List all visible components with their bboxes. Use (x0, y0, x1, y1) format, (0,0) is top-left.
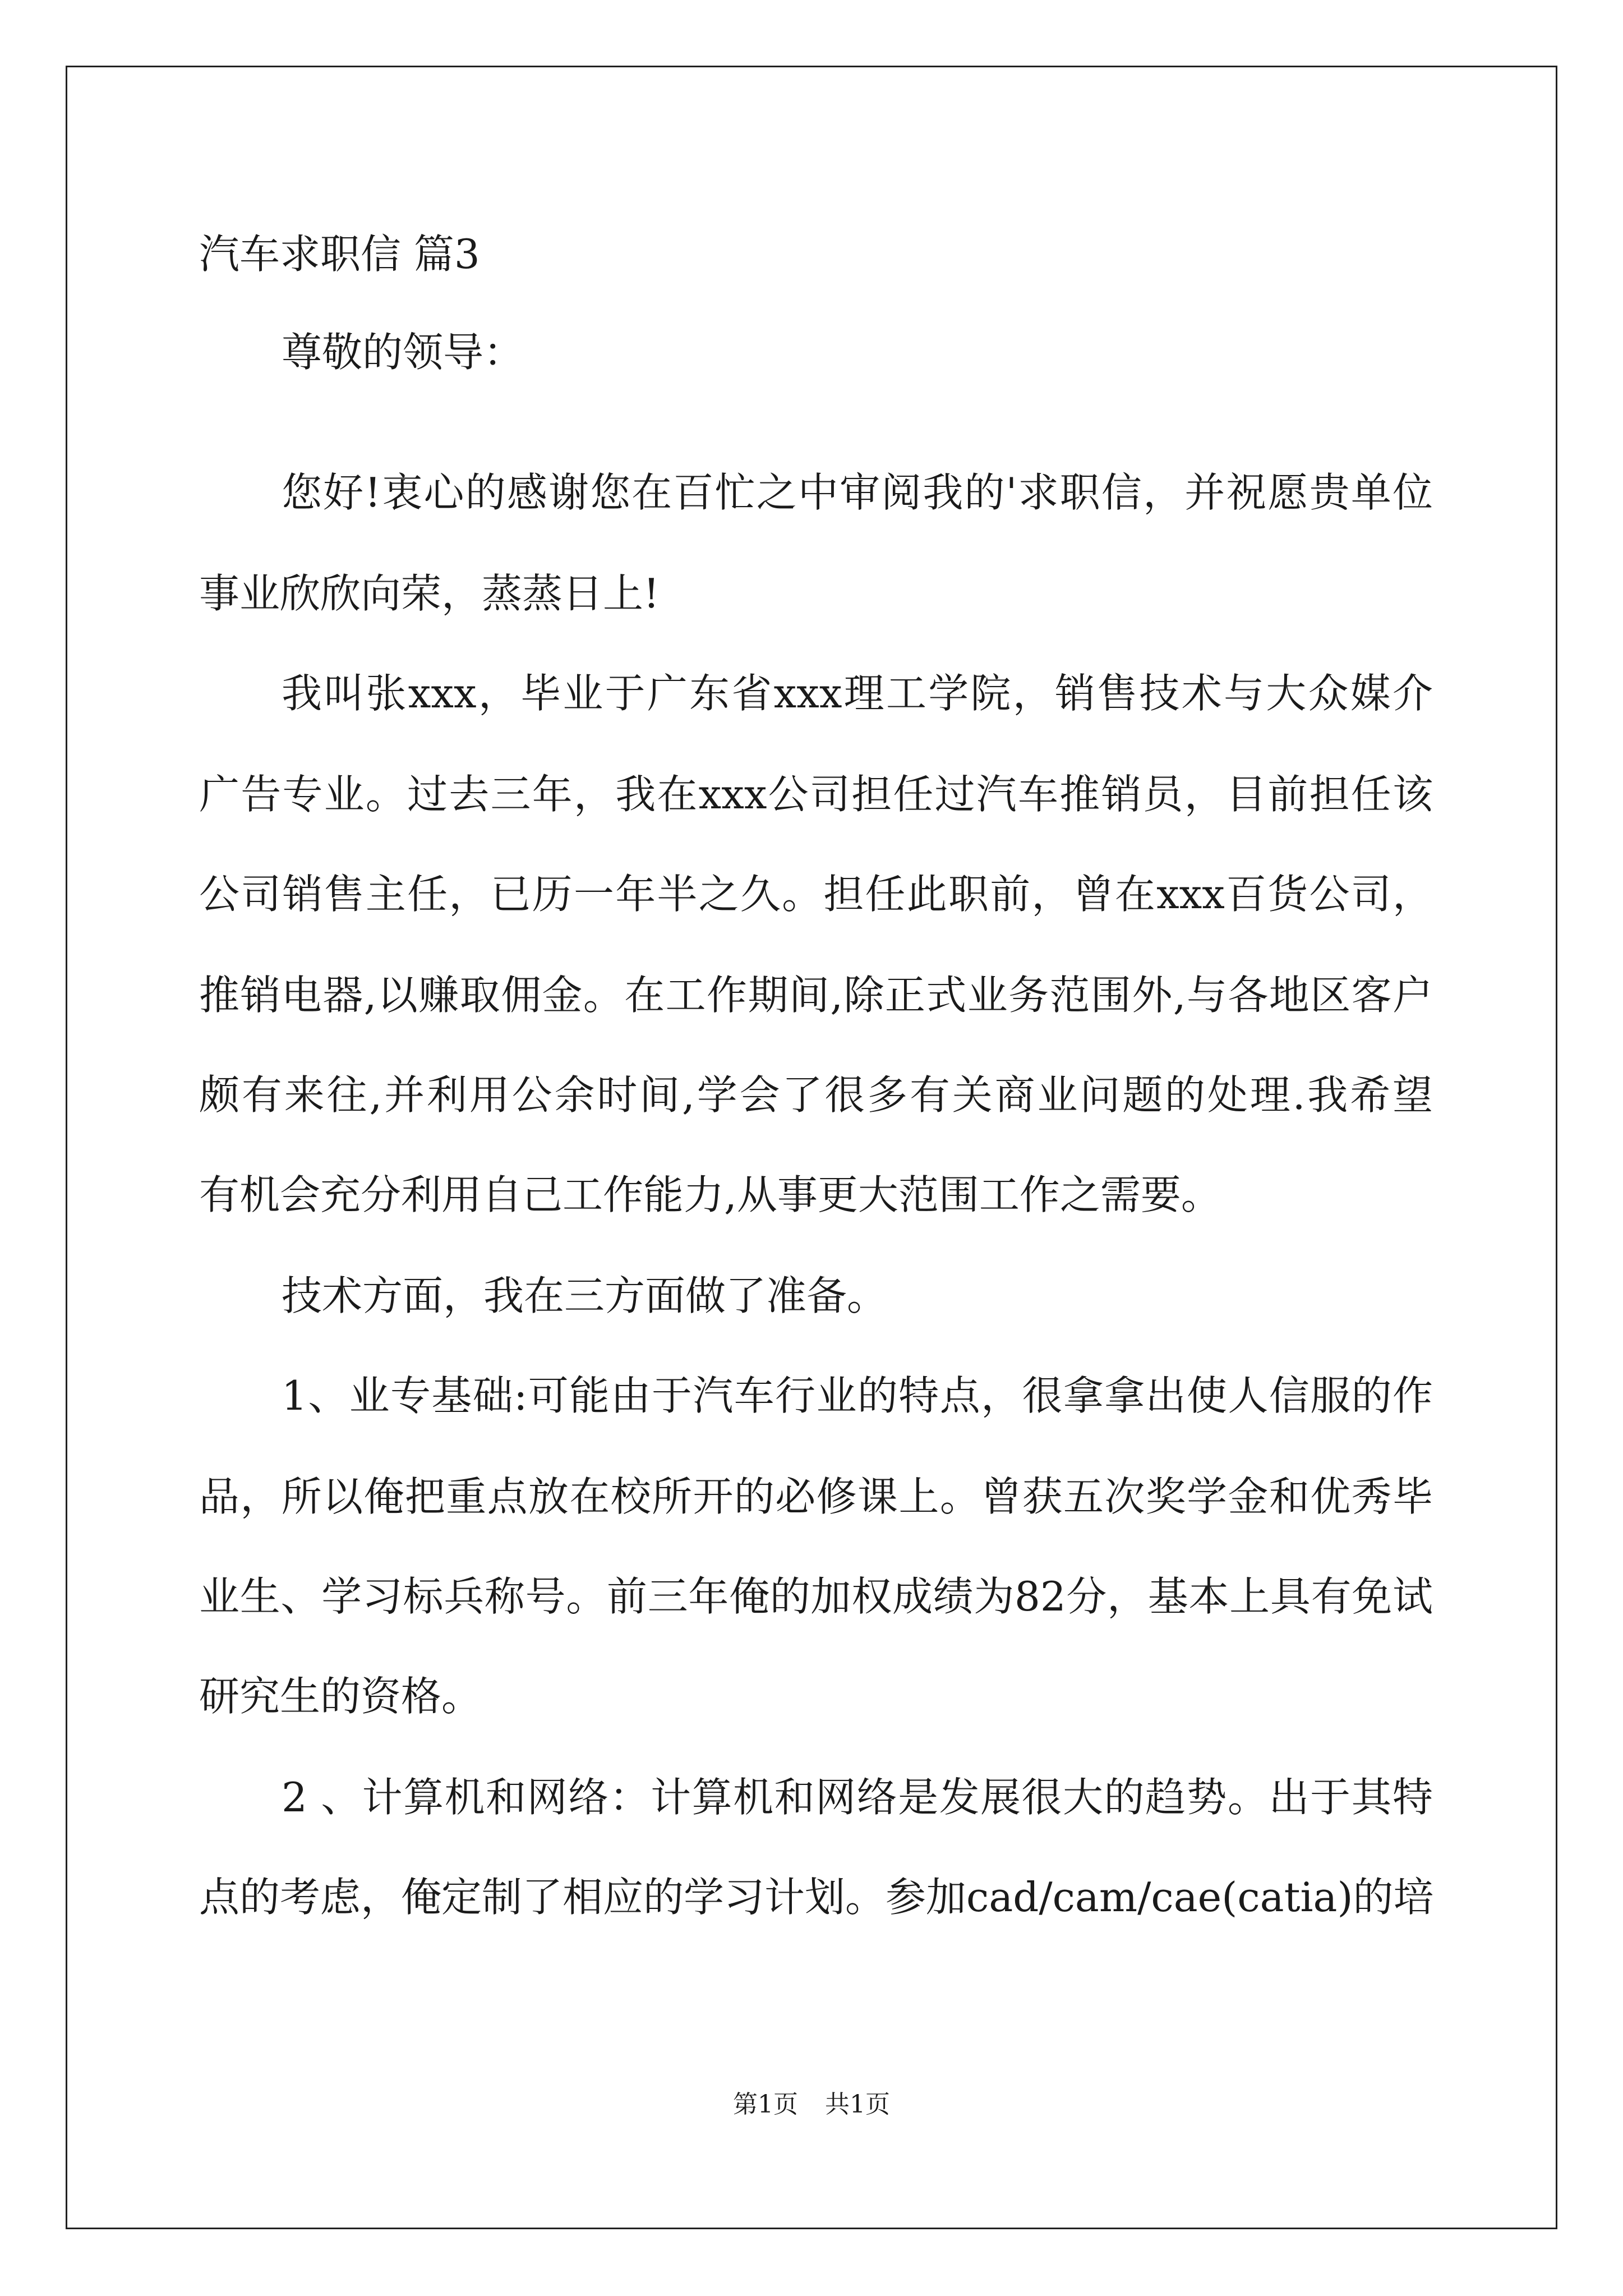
paragraph-line: 有机会充分利用自己工作能力,从事更大范围工作之需要。 (199, 1171, 1221, 1218)
paragraph-line: 我叫张xxx，毕业于广东省xxx理工学院，销售技术与大众媒介 (282, 670, 1433, 717)
paragraph-line: 广告专业。过去三年，我在xxx公司担任过汽车推销员，目前担任该 (199, 771, 1433, 818)
paragraph-line: 事业欣欣向荣，蒸蒸日上! (199, 570, 660, 617)
page-number: 第1页 (733, 2090, 798, 2119)
paragraph-line: 2 、计算机和网络：计算机和网络是发展很大的趋势。出于其特 (282, 1774, 1433, 1821)
salutation: 尊敬的领导： (282, 329, 524, 376)
paragraph-line: 您好!衷心的感谢您在百忙之中审阅我的'求职信，并祝愿贵单位 (282, 469, 1433, 516)
paragraph-line: 品，所以俺把重点放在校所开的必修课上。曾获五次奖学金和优秀毕 (199, 1473, 1433, 1520)
paragraph-line: 技术方面，我在三方面做了准备。 (282, 1272, 888, 1319)
paragraph-line: 1、业专基础:可能由于汽车行业的特点，很拿拿出使人信服的作 (282, 1372, 1433, 1419)
document-title: 汽车求职信 篇3 (199, 231, 480, 278)
paragraph-line: 点的考虑，俺定制了相应的学习计划。参加cad/cam/cae(catia)的培 (199, 1874, 1434, 1921)
paragraph-line: 公司销售主任，已历一年半之久。担任此职前，曾在xxx百货公司， (199, 871, 1433, 918)
paragraph-line: 颇有来往,并利用公余时间,学会了很多有关商业问题的处理.我希望 (199, 1071, 1433, 1119)
paragraph-line: 研究生的资格。 (199, 1673, 482, 1720)
paragraph-line: 推销电器,以赚取佣金。在工作期间,除正式业务范围外,与各地区客户 (199, 972, 1433, 1019)
page-total: 共1页 (825, 2090, 890, 2119)
page-footer (0, 2088, 1623, 2122)
paragraph-line: 业生、学习标兵称号。前三年俺的加权成绩为82分，基本上具有免试 (199, 1573, 1433, 1620)
